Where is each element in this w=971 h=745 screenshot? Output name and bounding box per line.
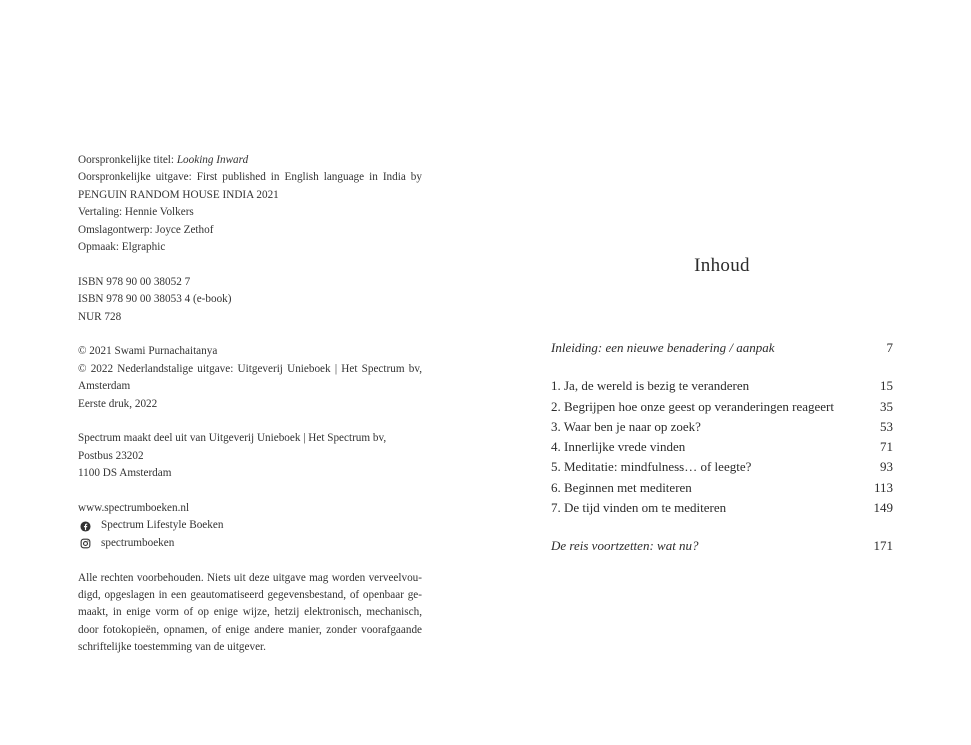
rights-line: Alle rechten voorbehouden. Niets uit deze uitgave mag worden verveelvou-	[78, 571, 422, 584]
toc-entry-page: 7	[886, 340, 893, 355]
toc-entry-page: 53	[880, 418, 893, 434]
copyright-dutch-edition: © 2022 Nederlandstalige uitgave: Uitgeverij Unieboek | Het Spectrum bv,	[78, 362, 422, 375]
toc-entry-page: 113	[873, 479, 893, 495]
social-facebook[interactable]	[78, 517, 422, 534]
translation-credit: Vertaling: Hennie Volkers	[78, 206, 194, 219]
copyright-dutch-city: Amsterdam	[78, 380, 131, 393]
toc-entry-title: 6. Beginnen met mediteren	[551, 479, 692, 495]
toc-entry-page: 149	[873, 500, 893, 516]
layout-credit: Opmaak: Elgraphic	[78, 241, 166, 254]
toc-entry-page: 15	[880, 378, 893, 394]
instagram-icon	[79, 538, 91, 550]
toc-entry-page: 171	[873, 538, 893, 554]
toc-entry-title: 5. Meditatie: mindfulness… of leegte?	[551, 459, 752, 475]
toc-entry-page: 35	[880, 398, 893, 414]
toc-entry-chapter-1[interactable]	[551, 376, 893, 396]
rights-line: maakt, in enige vorm of op enige wijze, hetzij elektronisch, mechanisch,	[78, 606, 422, 619]
toc-entry-page: 93	[880, 459, 893, 475]
toc-entry-chapter-4[interactable]	[551, 437, 893, 457]
first-print: Eerste druk, 2022	[78, 397, 158, 410]
instagram-label: spectrumboeken	[101, 536, 175, 549]
toc-entry-chapter-6[interactable]	[551, 478, 893, 498]
colophon-page	[78, 152, 422, 657]
toc-entry-title: 7. De tijd vinden om te mediteren	[551, 500, 727, 516]
publisher-info: Spectrum maakt deel uit van Uitgeverij Unieboek | Het Spectrum bv,	[78, 432, 387, 445]
table-of-contents	[551, 338, 893, 557]
toc-entry-title: Inleiding: een nieuwe benadering / aanpak	[551, 340, 775, 355]
website-link[interactable]: www.spectrumboeken.nl	[78, 502, 190, 515]
facebook-icon	[79, 520, 91, 532]
original-title-value: Looking Inward	[176, 154, 249, 166]
rights-notice	[78, 570, 422, 657]
toc-entry-outro[interactable]	[551, 536, 893, 556]
toc-entry-title: 4. Innerlijke vrede vinden	[551, 439, 686, 455]
original-edition: Oorspronkelijke uitgave: First published in English language in India by	[78, 171, 422, 184]
publisher-city: 1100 DS Amsterdam	[78, 467, 172, 480]
toc-entry-intro[interactable]	[551, 338, 893, 358]
toc-entry-title: 1. Ja, de wereld is bezig te veranderen	[551, 378, 750, 394]
toc-entry-chapter-2[interactable]	[551, 397, 893, 417]
social-instagram[interactable]	[78, 535, 422, 552]
rights-line: schriftelijke toestemming van de uitgever.	[78, 641, 266, 654]
isbn-ebook: ISBN 978 90 00 38053 4 (e-book)	[78, 293, 232, 306]
toc-entry-chapter-7[interactable]	[551, 498, 893, 518]
page-title: Inhoud	[694, 255, 750, 276]
original-edition-publisher: PENGUIN RANDOM HOUSE INDIA 2021	[78, 188, 279, 201]
toc-entry-title: 3. Waar ben je naar op zoek?	[551, 418, 701, 434]
rights-line: door fotokopieën, opnamen, of enige andere manier, zonder voorafgaande	[78, 623, 422, 636]
contents-page	[551, 250, 893, 554]
cover-design-credit: Omslagontwerp: Joyce Zethof	[78, 223, 214, 236]
publisher-postbus: Postbus 23202	[78, 449, 144, 462]
isbn: ISBN 978 90 00 38052 7	[78, 275, 191, 288]
original-title: Oorspronkelijke titel: Looking Inward	[78, 154, 249, 166]
toc-entry-title: De reis voortzetten: wat nu?	[551, 538, 699, 554]
rights-line: digd, opgeslagen in een geautomatiseerd gegevensbestand, of openbaar ge-	[78, 589, 422, 602]
toc-entry-page: 71	[880, 439, 893, 455]
toc-entry-chapter-5[interactable]	[551, 457, 893, 477]
nur-code: NUR 728	[78, 310, 122, 323]
toc-entry-title: 2. Begrijpen hoe onze geest op veranderingen reageert	[551, 398, 834, 414]
facebook-label: Spectrum Lifestyle Boeken	[101, 519, 224, 532]
toc-entry-chapter-3[interactable]	[551, 417, 893, 437]
copyright-author: © 2021 Swami Purnachaitanya	[78, 345, 218, 358]
